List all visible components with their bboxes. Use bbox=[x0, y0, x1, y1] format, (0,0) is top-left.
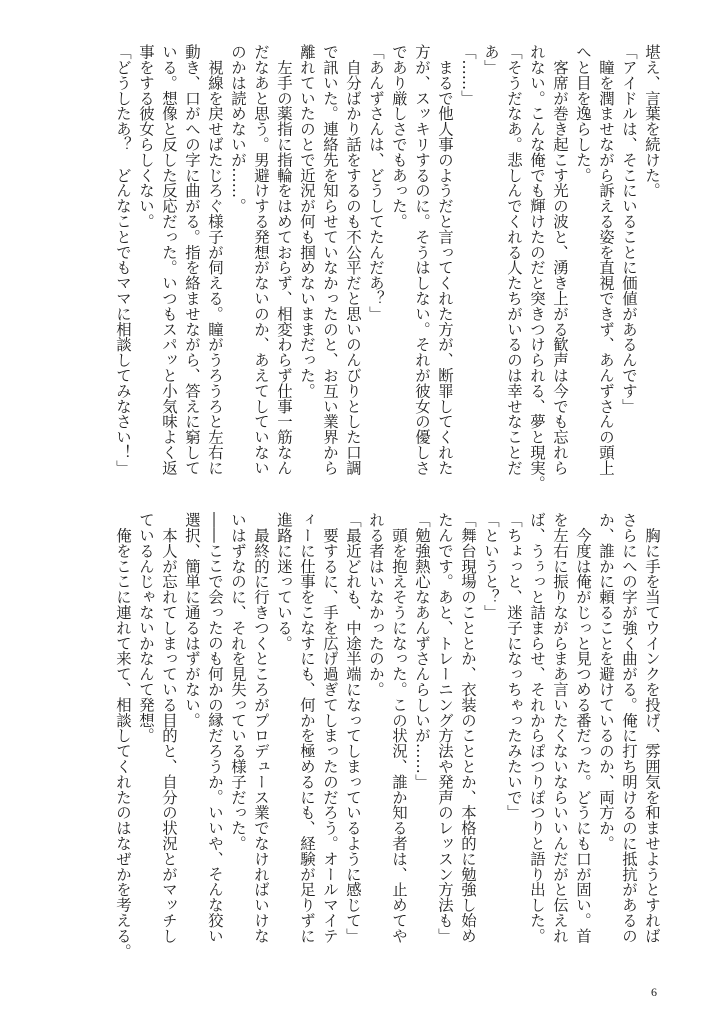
text-line: 頭を抱えそうになった。この状況、誰か知る者は、止めてや bbox=[390, 512, 408, 944]
text-line: れる者はいなかったのか。 bbox=[367, 512, 385, 697]
text-line: 「というと？」 bbox=[482, 512, 500, 620]
text-line: 要するに、手を広げ過ぎてしまったのだろう。オールマイテ bbox=[321, 512, 339, 944]
text-line: いる。想像と反した反応だった。いつもスパッと小気味よく返 bbox=[160, 44, 178, 476]
text-block-lower bbox=[111, 512, 663, 964]
text-line: 動き、口がへの字に曲がる。指を絡ませながら、答えに窮して bbox=[183, 44, 201, 476]
text-line: 本人が忘れてしまっている目的と、自分の状況とがマッチし bbox=[160, 512, 178, 944]
text-line: 視線を戻せばたじろぐ様子が伺える。瞳がうろうろと左右に bbox=[206, 44, 224, 476]
text-line: 「勉強熱心なあんずさんらしいが……」 bbox=[413, 512, 431, 790]
text-line: 「アイドルは、そこにいることに価値があるんです」 bbox=[620, 44, 638, 414]
text-line: 胸に手を当てウインクを投げ、雰囲気を和ませようとすれば bbox=[643, 512, 661, 944]
text-block-upper bbox=[111, 44, 663, 496]
text-line: 選択、簡単に通るはずがない。 bbox=[183, 512, 201, 728]
text-line: ――ここで会ったのも何かの縁だろうか。いいや、そんな狡い bbox=[206, 512, 224, 944]
text-line: あ」 bbox=[482, 44, 500, 75]
text-line: 自分ばかり話をするのも不公平だと思いのんびりとした口調 bbox=[344, 44, 362, 476]
text-line: 俺をここに連れて来て、相談してくれたのはなぜかを考える。 bbox=[114, 512, 132, 959]
text-line: だなあと思う。男避けする発想がないのか、あえてしていない bbox=[252, 44, 270, 476]
text-line: 堪え、言葉を続けた。 bbox=[643, 44, 661, 198]
text-line: か、誰かに頼ることを避けているのか、両方か。 bbox=[597, 512, 615, 851]
text-line: 離れていたのとで近況が何も掴めないままだった。 bbox=[298, 44, 316, 399]
text-line: であり厳しさでもあった。 bbox=[390, 44, 408, 229]
text-line: さらにへの字が強く曲がる。俺に打ち明けるのに抵抗があるの bbox=[620, 512, 638, 944]
text-line: 「舞台現場のこととか、衣装のこととか、本格的に勉強し始め bbox=[459, 512, 477, 944]
text-line: 最終的に行きつくところがプロデュース業でなければいけな bbox=[252, 512, 270, 944]
text-line: 事をする彼女らしくない。 bbox=[137, 44, 155, 229]
text-line: 「そうだなあ。悲しんでくれる人たちがいるのは幸せなことだ bbox=[505, 44, 523, 476]
text-line: 今度は俺がじっと見つめる番だった。どうにも口が固い。首 bbox=[574, 512, 592, 944]
text-line: 「あんずさんは、どうしてたんだあ？」 bbox=[367, 44, 385, 322]
text-line: れない。こんな俺でも輝けたのだと突きつけられる、夢と現実。 bbox=[528, 44, 546, 491]
text-line: で訊いた。連絡先を知らせていなかったのと、お互い業界から bbox=[321, 44, 339, 476]
text-line: ィーに仕事をこなすにも、何かを極めるにも、経験が足りずに bbox=[298, 512, 316, 944]
text-line: のかは読めないが……。 bbox=[229, 44, 247, 214]
text-line: ば、うぅっと詰まらせ、それからぽつりぽつりと語り出した。 bbox=[528, 512, 546, 944]
text-line: 左手の薬指に指輪をはめておらず、相変わらず仕事一筋なん bbox=[275, 44, 293, 476]
text-line: 「……」 bbox=[459, 44, 477, 106]
page-number: 6 bbox=[651, 985, 657, 999]
text-line: 「ちょっと、迷子になっちゃったみたいで」 bbox=[505, 512, 523, 820]
text-line: いはずなのに、それを見失っている様子だった。 bbox=[229, 512, 247, 851]
text-line: 方が、スッキリするのに。そうはしない。それが彼女の優しさ bbox=[413, 44, 431, 476]
text-line: まるで他人事のようだと言ってくれた方が、断罪してくれた bbox=[436, 44, 454, 476]
text-line: 「最近どれも、中途半端になってしまっているように感じて」 bbox=[344, 512, 362, 944]
text-line: 「どうしたあ？ どんなことでもママに相談してみなさい！」 bbox=[114, 44, 132, 476]
text-line: 客席が巻き起こす光の波と、湧き上がる歓声は今でも忘れら bbox=[551, 44, 569, 476]
text-line: たんです。あと、トレーニング方法や発声のレッスン方法も」 bbox=[436, 512, 454, 944]
text-line: 瞳を潤ませながら訴える姿を直視できず、あんずさんの頭上 bbox=[597, 44, 615, 476]
text-line: を左右に振りながらまあ言いたくないならいいんだがと伝えれ bbox=[551, 512, 569, 944]
text-line: ているんじゃないかなんて発想。 bbox=[137, 512, 155, 743]
text-line: 進路に迷っている。 bbox=[275, 512, 293, 651]
text-line: へと目を逸らした。 bbox=[574, 44, 592, 183]
